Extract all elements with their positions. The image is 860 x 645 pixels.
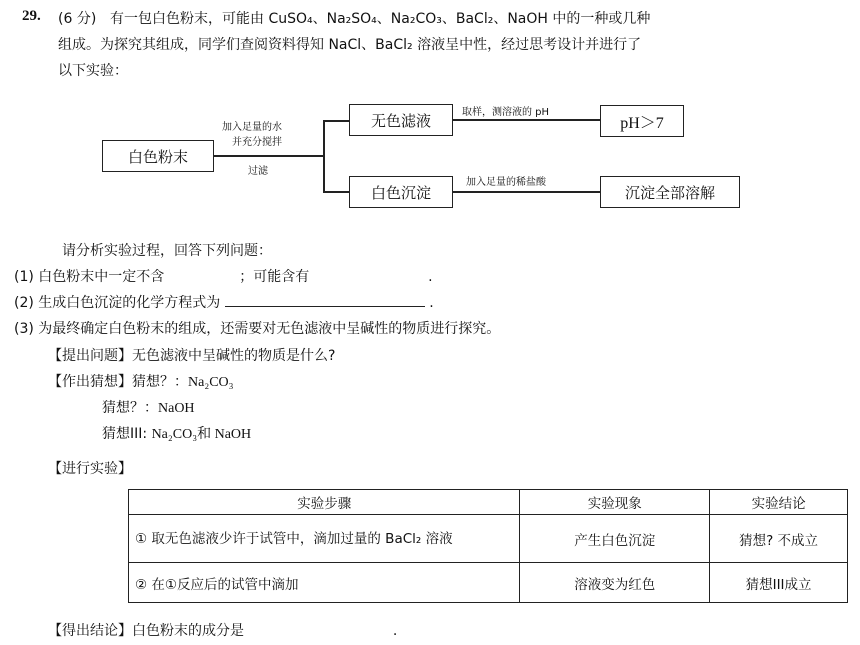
- q1-answer-blank-2[interactable]: [314, 280, 424, 281]
- table-header-step: 实验步骤: [129, 490, 520, 515]
- hypothesis-1: [48, 371, 234, 391]
- flow-precipitate-box: 白色沉淀: [349, 176, 453, 208]
- flow-step1-top: 加入足量的水: [222, 122, 282, 133]
- table-row-1-phenomenon: 产生白色沉淀: [520, 515, 710, 563]
- flow-branch-vertical: [323, 120, 325, 192]
- question-points: (6 分): [58, 11, 97, 27]
- q2-answer-blank[interactable]: [225, 306, 425, 307]
- table-row-2-conclusion: 猜想III成立: [710, 563, 848, 603]
- flow-step1-bottom: 过滤: [248, 166, 268, 177]
- raise-question-text: 无色滤液中呈碱性的物质是什么?: [132, 348, 336, 364]
- table-header-conclusion: 实验结论: [710, 490, 848, 515]
- table-header-phenomenon: 实验现象: [520, 490, 710, 515]
- flow-filtrate-box: 无色滤液: [349, 104, 453, 136]
- experiment-label: 【进行实验】: [48, 461, 132, 477]
- table-header-row: [129, 490, 848, 515]
- experiment-table: [128, 489, 848, 603]
- flow-branch-top: [323, 120, 349, 122]
- flow-start-box: 白色粉末: [102, 140, 214, 172]
- hypothesis-3: [102, 423, 251, 443]
- q1-number: (1): [14, 269, 34, 285]
- hypothesis-3-value: Na₂CO₃和 NaOH: [151, 427, 252, 442]
- question-stem-line2: 组成。为探究其组成，同学们查阅资料得知 NaCl、BaCl₂ 溶液呈中性，经过思考设计并进行了: [58, 37, 642, 53]
- conclusion-answer-blank[interactable]: [248, 634, 388, 635]
- table-row-1-step: ① 取无色滤液少许于试管中，滴加过量的 BaCl₂ 溶液: [129, 515, 520, 563]
- hypothesis-3-label: 猜想III:: [102, 426, 148, 442]
- flow-connector-main: [213, 155, 323, 157]
- q2-end: .: [429, 295, 434, 311]
- raise-question-label: 【提出问题】: [48, 348, 132, 364]
- question-2: [14, 292, 434, 312]
- table-row: [129, 515, 848, 563]
- question-stem-line1: 有一包白色粉末，可能由 CuSO₄、Na₂SO₄、Na₂CO₃、BaCl₂、NaOH 中的一种或几种: [110, 11, 651, 27]
- flow-step1-mid: 并充分搅拌: [232, 137, 282, 148]
- flow-branch-bottom: [323, 191, 349, 193]
- question-1: [14, 266, 433, 286]
- flow-precipitate-result-box: 沉淀全部溶解: [600, 176, 740, 208]
- table-row-2-step: ② 在①反应后的试管中滴加: [129, 563, 520, 603]
- table-row-1-conclusion: 猜想? 不成立: [710, 515, 848, 563]
- table-row: [129, 563, 848, 603]
- hypothesis-2: [102, 397, 195, 417]
- q3-text: 为最终确定白色粉末的组成，还需要对无色滤液中呈碱性的物质进行探究。: [38, 321, 501, 337]
- conclusion: [48, 620, 397, 640]
- conclusion-label: 【得出结论】: [48, 623, 132, 639]
- q3-number: (3): [14, 321, 34, 337]
- table-row-2-phenomenon: 溶液变为红色: [520, 563, 710, 603]
- q1-mid-text: ；可能含有: [239, 269, 310, 285]
- flow-filtrate-action: 取样，测溶液的 pH: [462, 107, 550, 118]
- hypothesis-1-label: 猜想？：: [132, 374, 188, 390]
- flow-filtrate-arrow: [452, 119, 600, 121]
- flow-precipitate-arrow: [452, 191, 600, 193]
- q2-text: 生成白色沉淀的化学方程式为: [38, 295, 221, 311]
- question-3: [14, 318, 500, 338]
- raise-question: [48, 345, 335, 365]
- hypothesis-2-label: 猜想？：: [102, 400, 158, 416]
- questions-intro: 请分析实验过程，回答下列问题：: [62, 243, 272, 259]
- hypothesis-label: 【作出猜想】: [48, 374, 132, 390]
- conclusion-text: 白色粉末的成分是: [132, 623, 244, 639]
- hypothesis-2-value: NaOH: [158, 401, 195, 416]
- flow-precipitate-action: 加入足量的稀盐酸: [466, 177, 546, 188]
- conclusion-end: .: [392, 623, 398, 639]
- q1-end: .: [428, 269, 433, 285]
- q1-text: 白色粉末中一定不含: [38, 269, 165, 285]
- q2-number: (2): [14, 295, 34, 311]
- q1-answer-blank-1[interactable]: [169, 280, 235, 281]
- flow-filtrate-result-box: pH＞7: [600, 105, 684, 137]
- question-number: 29.: [22, 8, 41, 24]
- question-stem-line3: 以下实验：: [58, 63, 128, 79]
- hypothesis-1-value: Na₂CO₃: [188, 375, 234, 390]
